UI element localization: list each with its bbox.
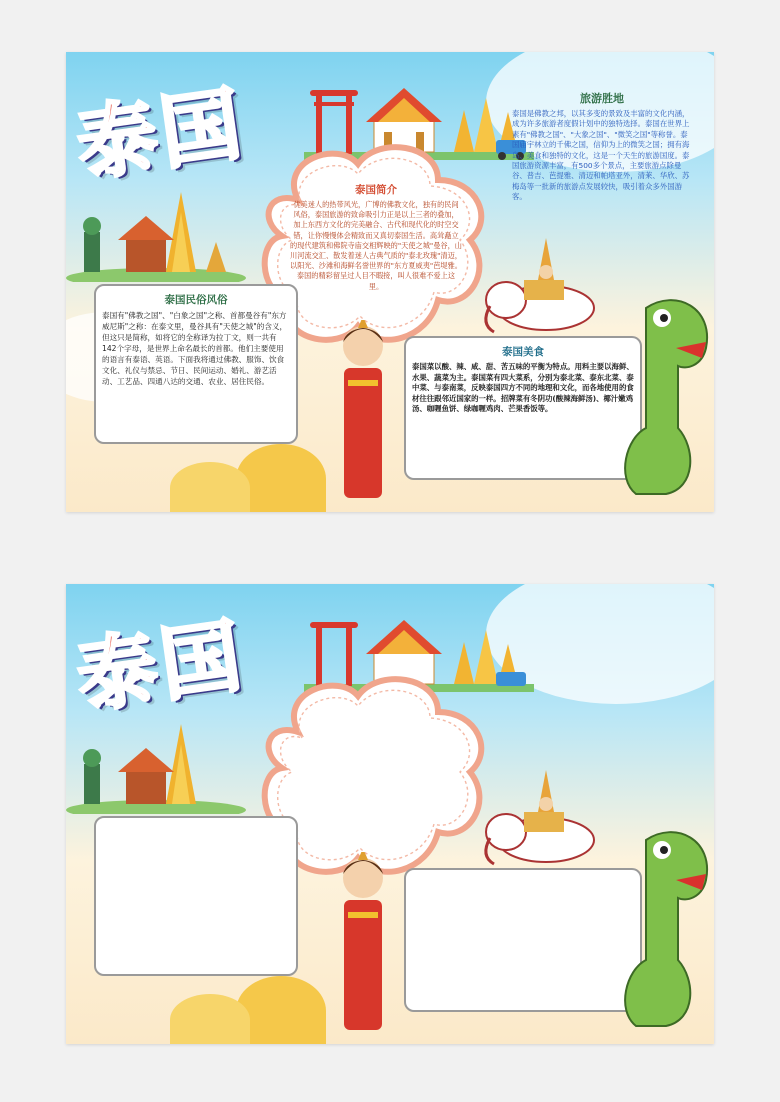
tourism-section [506,84,698,203]
food-text: 泰国菜以酸、辣、咸、甜、苦五味的平衡为特点。用料主要以海鲜、水果、蔬菜为主。泰国菜有四大菜系，分别为泰北菜、泰东北菜、泰中菜、与泰南菜，反映泰国四方不同的地理和文化，而各地使用的食材往往跟邻近国家的一样。招牌菜有冬阴功(酸辣海鲜汤)、椰汁嫩鸡汤、咖喱鱼饼、绿咖喱鸡肉、芒果香饭等。 [412,362,634,414]
dinosaur-illustration [606,288,714,498]
elephant-illustration [476,228,606,338]
food-heading: 泰国美食 [502,346,544,358]
poster-title: 泰国 [71,75,251,193]
golden-pagoda-illustration [66,714,246,814]
customs-heading: 泰国民俗风俗 [164,294,228,306]
intro-section [284,176,468,292]
intro-heading: 泰国简介 [355,184,397,196]
dinosaur-illustration [606,820,714,1030]
tourism-text: 泰国是佛教之邦，以其多变的景致及丰富的文化内涵，成为许多旅游者度假计划中的独特选择。泰国在世界上素有"佛教之国"、"大象之国"、"微笑之国"等称誉。泰国庙宇林立的千佛之国，信仰为上的微笑之国；拥有海岛、美食和独特的文化，这是一个天生的旅游国度。泰国旅游资源丰富，有500多个景点，主要旅游点除曼谷、普吉、芭提雅、清迈和帕塔亚外，清莱、华欣、苏梅岛等一批新的旅游点发展较快，吸引着众多外国游客。 [512,109,690,202]
customs-panel [94,284,298,444]
yellow-bush [170,994,250,1044]
yellow-bush [170,462,250,512]
poster-blank [66,584,714,1044]
poster-filled [66,52,714,512]
intro-text: 优美迷人的热带风光，广博的佛教文化，独有的民间风俗，泰国旅游的致命吸引力正是以上三者的叠加，加上东西方文化的完美融合、古代和现代化的时空交错，让你慢慢体会精致而又真切泰国生活。高耸矗立的现代建筑和佛院寺庙交相辉映的"天使之城"曼谷，山川河流交汇、散发着迷人古典气质的"泰北玫瑰"清迈，以阳光、沙滩和海鲜名誉世界的"东方夏威夷"芭堤雅。泰国的精彩留呈过人目不暇接，叫人很难不爱上这里。 [290,200,462,291]
thai-girl-illustration [328,852,398,1042]
poster-title: 泰国 [71,607,251,725]
customs-text: 泰国有"佛教之国"、"白象之国"之称、首都曼谷有"东方威尼斯"之称：在泰文里，曼谷具有"天使之城"的含义，但这只是简称，如将它的全称译为拉丁文，则一共有142个字母，是世界上命名最长的首都。他们主要使用的语言有泰语、英语。下面我将通过佛教、服饰、饮食文化、礼仪与禁忌、节日、民间运动、婚礼、游艺活动、工艺品、四通八达的交通、农业、居住民俗。 [102,311,288,386]
elephant-illustration [476,760,606,870]
blank-left-panel [94,816,298,976]
thai-girl-illustration [328,320,398,510]
tourism-heading: 旅游胜地 [580,92,624,105]
golden-pagoda-illustration [66,182,246,282]
